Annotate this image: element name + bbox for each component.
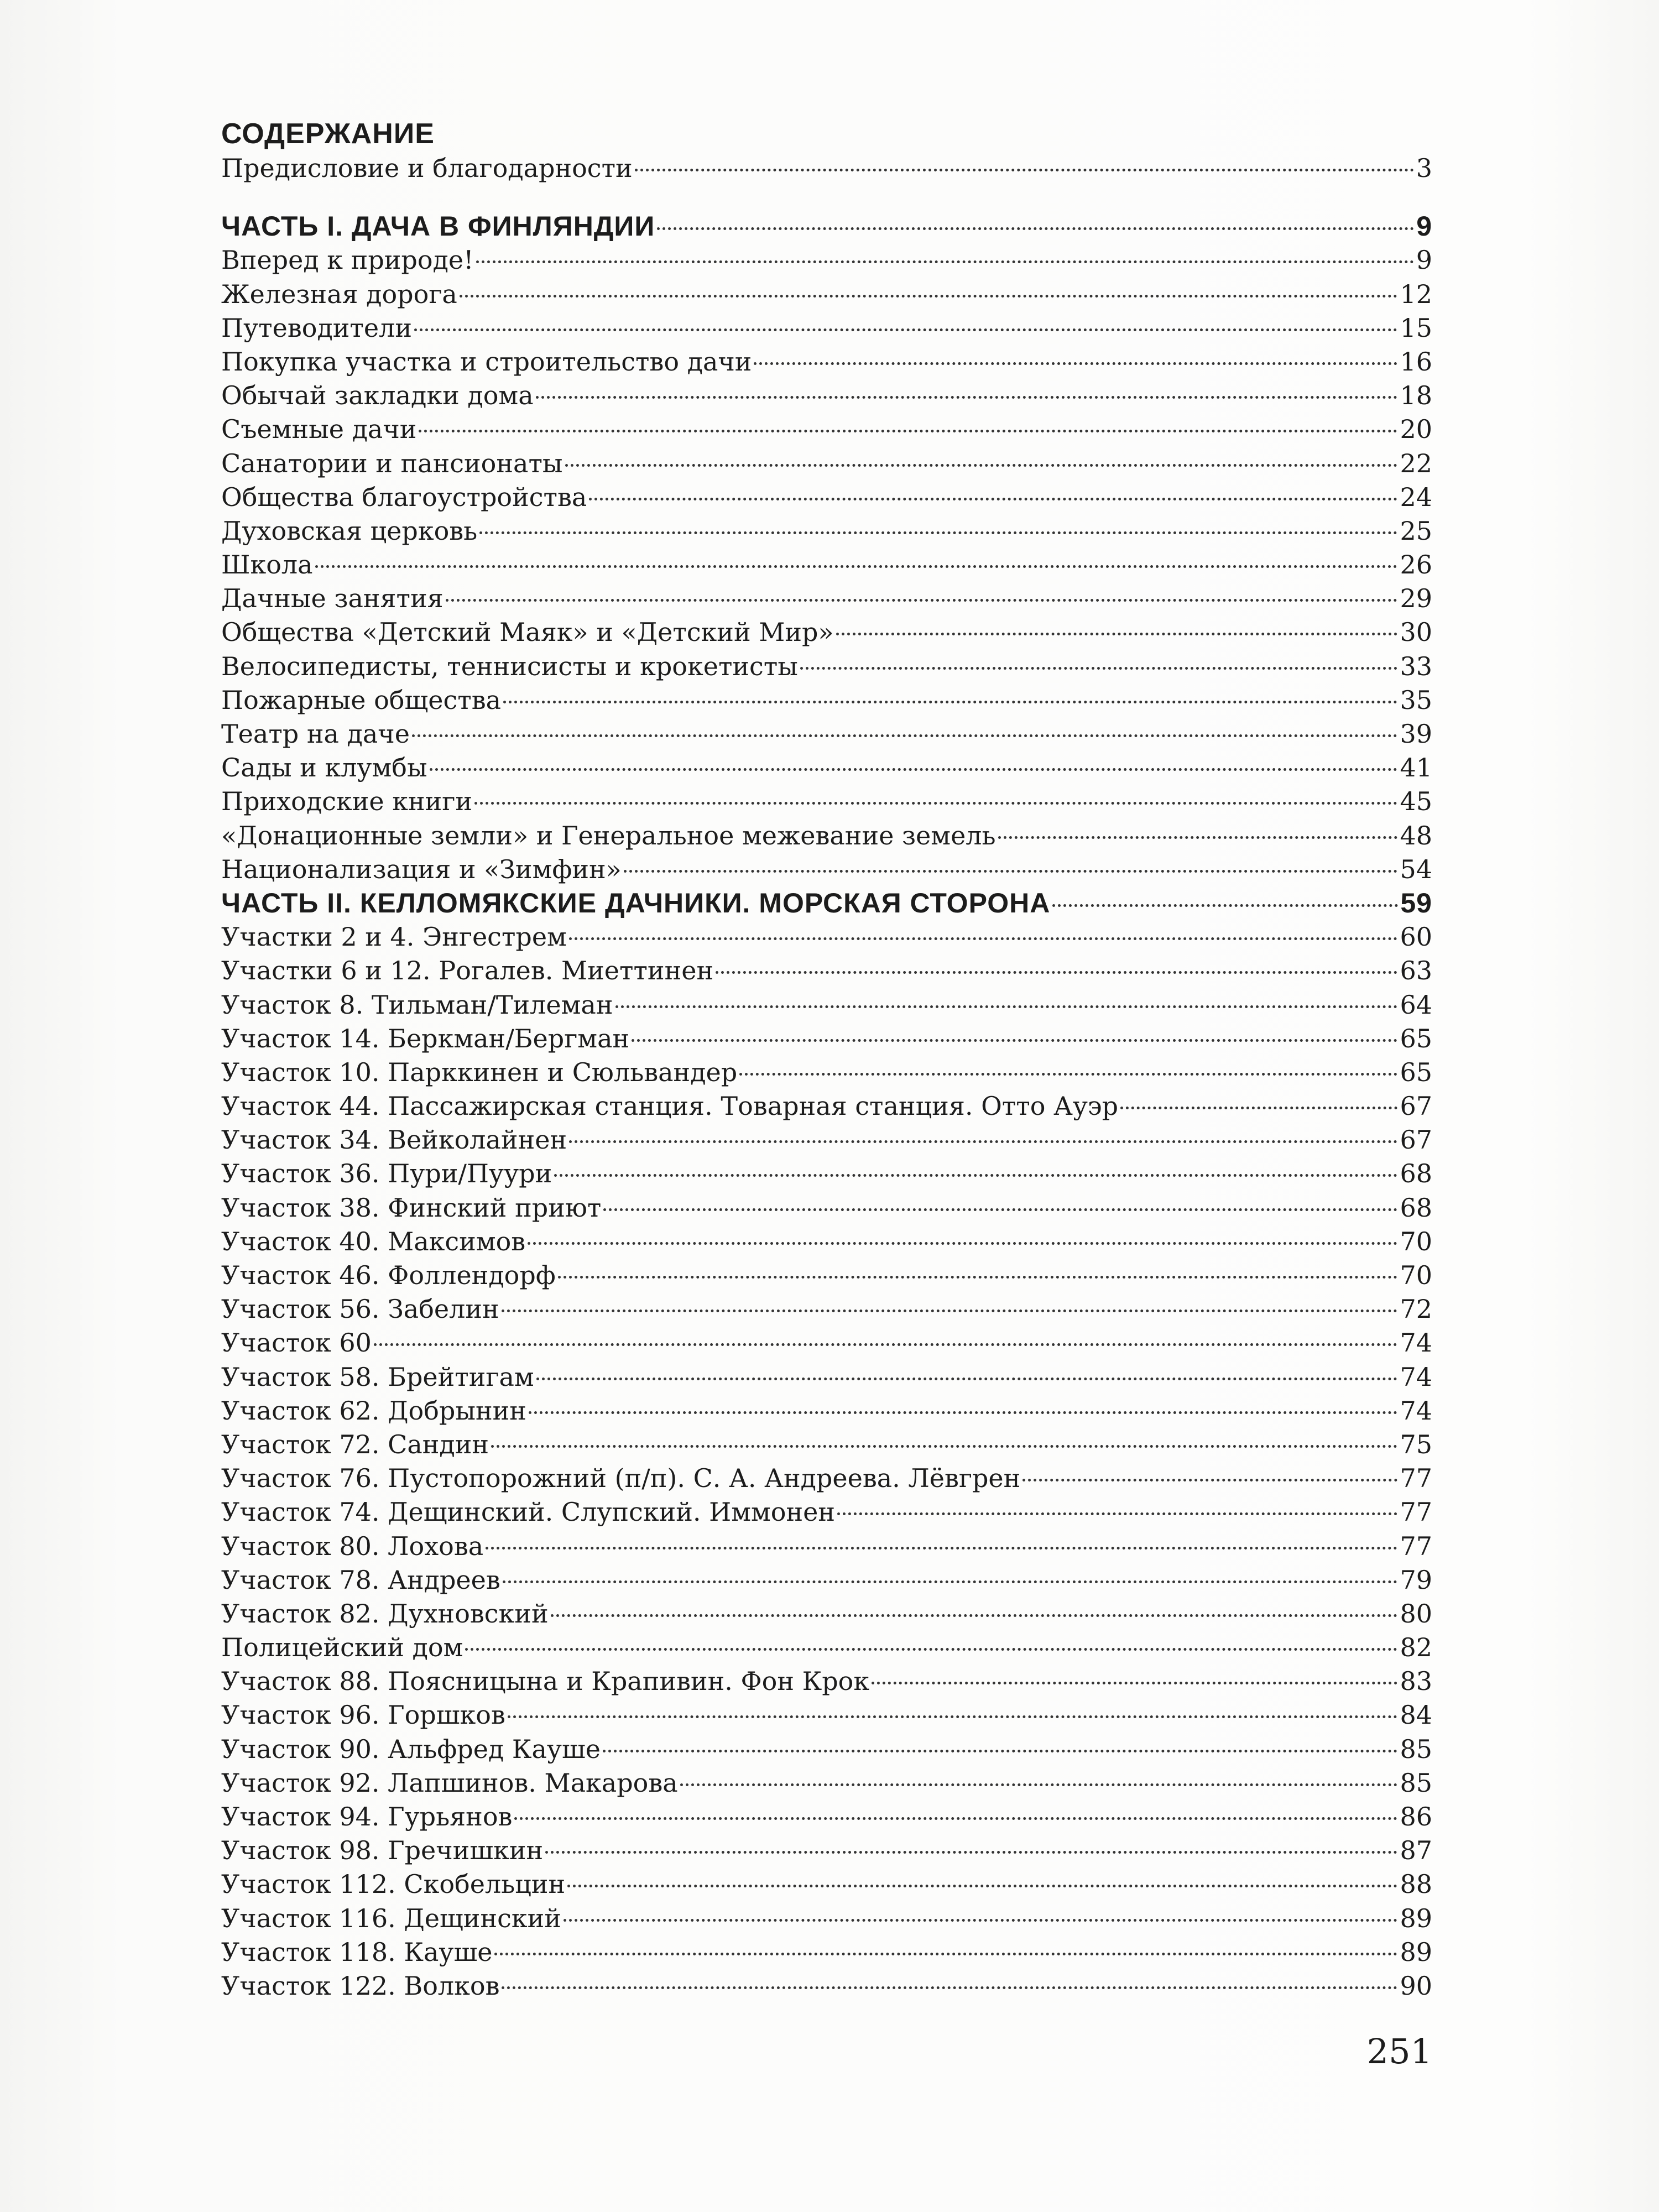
dot-leader — [603, 1750, 1398, 1752]
toc-entry-title: Участок 90. Альфред Кауше — [221, 1734, 601, 1764]
toc-entry-page: 89 — [1400, 1903, 1432, 1933]
dot-leader — [503, 701, 1397, 703]
dot-leader — [486, 1547, 1397, 1550]
toc-entry — [221, 1800, 1432, 1834]
toc-entry-page: 83 — [1400, 1666, 1432, 1697]
toc-entry-title: Участок 36. Пури/Пуури — [221, 1159, 552, 1189]
toc-part-heading — [221, 886, 1432, 920]
toc-entry — [221, 1157, 1432, 1191]
toc-entry-title: Школа — [221, 550, 313, 580]
toc-entry-title: Участок 60 — [221, 1328, 372, 1358]
toc-entry — [221, 1022, 1432, 1056]
toc-entry-page: 88 — [1400, 1869, 1432, 1900]
toc-entry-page: 77 — [1400, 1463, 1432, 1494]
toc-entry-title: Участок 46. Фоллендорф — [221, 1260, 556, 1290]
dot-leader — [569, 937, 1398, 940]
toc-entry-title: Участок 10. Парккинен и Сюльвандер — [221, 1057, 738, 1087]
toc-entry — [221, 1326, 1432, 1360]
toc-entry-page: 86 — [1400, 1802, 1432, 1832]
toc-entry-page: 15 — [1400, 312, 1432, 343]
toc-entry-page: 75 — [1400, 1429, 1432, 1459]
toc-entry-title: Участок 74. Дещинский. Слупский. Иммонен — [221, 1497, 836, 1527]
toc-entry-page: 26 — [1400, 550, 1432, 580]
toc-entry — [221, 379, 1432, 413]
toc-entry-title: Дачные занятия — [221, 583, 444, 614]
toc-entry-title: Железная дорога — [221, 279, 457, 309]
toc-entry-title: Участок 78. Андреев — [221, 1564, 500, 1595]
dot-leader — [1052, 904, 1398, 907]
toc-entry-page: 90 — [1400, 1970, 1432, 2001]
toc-entry-title: Полицейский дом — [221, 1632, 463, 1663]
toc-entry — [221, 1394, 1432, 1428]
toc-entry — [221, 1936, 1432, 1969]
toc-entry-page: 72 — [1400, 1294, 1432, 1324]
toc-entry-title: Духовская церковь — [221, 515, 478, 546]
toc-entry — [221, 345, 1432, 379]
toc-entry-title: ЧАСТЬ I. ДАЧА В ФИНЛЯНДИИ — [221, 211, 655, 242]
toc-entry-title: Участок 122. Волков — [221, 1970, 500, 2001]
toc-entry-page: 74 — [1400, 1395, 1432, 1426]
table-of-contents — [221, 116, 1432, 2003]
toc-entry-page: 25 — [1400, 515, 1432, 546]
toc-entry-title: Обычай закладки дома — [221, 380, 534, 411]
toc-entry-page: 41 — [1400, 753, 1432, 783]
dot-leader — [536, 396, 1398, 399]
toc-entry — [221, 1259, 1432, 1292]
dot-leader — [545, 1851, 1397, 1854]
dot-leader — [430, 768, 1398, 771]
dot-leader — [476, 260, 1414, 263]
dot-leader — [551, 1614, 1398, 1617]
toc-entry-title: Участок 80. Лохова — [221, 1531, 484, 1561]
toc-entry — [221, 853, 1432, 886]
toc-entry-title: Пожарные общества — [221, 685, 502, 715]
toc-entry-page: 20 — [1400, 414, 1432, 445]
toc-entry-title: Санатории и пансионаты — [221, 448, 563, 478]
dot-leader — [836, 633, 1398, 635]
dot-leader — [508, 1715, 1398, 1718]
dot-leader — [567, 1885, 1397, 1887]
toc-entry — [221, 1225, 1432, 1259]
dot-leader — [615, 1005, 1398, 1008]
dot-leader — [565, 464, 1398, 467]
toc-entry-page: 54 — [1400, 854, 1432, 884]
dot-leader — [657, 227, 1414, 230]
toc-entry — [221, 1597, 1432, 1631]
toc-entry — [221, 311, 1432, 345]
toc-entry-page: 35 — [1400, 685, 1432, 715]
dot-leader — [872, 1682, 1397, 1684]
toc-entry-page: 60 — [1400, 922, 1432, 952]
dot-leader — [528, 1242, 1397, 1245]
toc-entry-title: Участок 72. Сандин — [221, 1429, 489, 1459]
toc-entry-title: Театр на даче — [221, 719, 410, 749]
toc-entry — [221, 1089, 1432, 1123]
toc-entry-title: Участок 14. Беркман/Бергман — [221, 1023, 630, 1053]
dot-leader — [603, 1208, 1397, 1211]
dot-leader — [446, 599, 1398, 602]
toc-entry — [221, 1292, 1432, 1326]
dot-leader — [414, 328, 1397, 331]
toc-entry-title: Участок 76. Пустопорожний (п/п). С. А. Андреева. Лёвгрен — [221, 1463, 1021, 1494]
toc-entry-title: Участки 2 и 4. Энгестрем — [221, 922, 567, 952]
dot-leader — [569, 1140, 1397, 1143]
toc-entry — [221, 751, 1432, 785]
dot-leader — [998, 836, 1398, 839]
dot-leader — [315, 565, 1398, 568]
toc-entry-title: Участок 116. Дещинский — [221, 1903, 561, 1933]
dot-leader — [412, 734, 1398, 737]
toc-entry-page: 77 — [1400, 1531, 1432, 1561]
toc-entry-page: 24 — [1400, 482, 1432, 512]
toc-entry-page: 9 — [1416, 211, 1432, 242]
toc-entry-title: Участок 96. Горшков — [221, 1700, 505, 1730]
toc-entry — [221, 447, 1432, 481]
toc-entry-page: 12 — [1400, 279, 1432, 309]
toc-entry-title: Участок 40. Максимов — [221, 1226, 526, 1256]
toc-entry-page: 77 — [1400, 1497, 1432, 1527]
toc-entry-page: 64 — [1400, 989, 1432, 1020]
toc-entry-page: 63 — [1400, 956, 1432, 986]
dot-leader — [716, 971, 1397, 974]
toc-entry — [221, 413, 1432, 446]
toc-entry — [221, 615, 1432, 649]
toc-entry-page: 65 — [1400, 1057, 1432, 1087]
dot-leader — [800, 667, 1398, 670]
toc-entry — [221, 243, 1432, 277]
toc-entry — [221, 1698, 1432, 1732]
toc-entry-page: 85 — [1400, 1767, 1432, 1798]
toc-entry-page: 22 — [1400, 448, 1432, 478]
toc-entry-page: 65 — [1400, 1023, 1432, 1053]
toc-entry-page: 67 — [1400, 1125, 1432, 1155]
toc-entry-title: Покупка участка и строительство дачи — [221, 346, 752, 377]
toc-entry — [221, 1462, 1432, 1495]
dot-leader — [503, 1580, 1398, 1583]
toc-entry — [221, 582, 1432, 615]
toc-entry-title: Участок 62. Добрынин — [221, 1395, 526, 1426]
toc-entry-title: Велосипедисты, теннисисты и крокетисты — [221, 651, 798, 681]
toc-entry-title: Участок 94. Гурьянов — [221, 1802, 513, 1832]
dot-leader — [536, 1378, 1398, 1380]
toc-entry-title: ЧАСТЬ II. КЕЛЛОМЯКСКИЕ ДАЧНИКИ. МОРСКАЯ СТОРОНА — [221, 887, 1051, 919]
toc-entry-page: 48 — [1400, 820, 1432, 851]
dot-leader — [494, 1953, 1397, 1955]
toc-entry — [221, 1834, 1432, 1867]
toc-entry-title: Общества благоустройства — [221, 482, 587, 512]
dot-leader — [589, 498, 1397, 500]
dot-leader — [558, 1276, 1398, 1279]
dot-leader — [374, 1343, 1398, 1346]
toc-entry-page: 18 — [1400, 380, 1432, 411]
toc-entry — [221, 988, 1432, 1022]
toc-entry — [221, 1563, 1432, 1597]
page-number: 251 — [1366, 2031, 1432, 2072]
dot-leader — [624, 870, 1398, 873]
dot-leader — [479, 531, 1397, 534]
toc-entry-page: 70 — [1400, 1226, 1432, 1256]
toc-entry — [221, 1733, 1432, 1766]
toc-entry-page: 89 — [1400, 1937, 1432, 1967]
toc-entry — [221, 650, 1432, 684]
toc-entry-title: Участок 38. Финский приют — [221, 1192, 602, 1223]
dot-leader — [564, 1919, 1398, 1922]
dot-leader — [465, 1648, 1397, 1651]
toc-entry — [221, 819, 1432, 853]
toc-entry-page: 67 — [1400, 1091, 1432, 1121]
dot-leader — [554, 1174, 1397, 1177]
toc-entry — [221, 920, 1432, 954]
toc-part-heading — [221, 210, 1432, 243]
toc-entry-page: 84 — [1400, 1700, 1432, 1730]
toc-entry — [221, 481, 1432, 514]
dot-leader — [739, 1073, 1397, 1076]
toc-entry — [221, 1631, 1432, 1665]
toc-entry-title: Участок 112. Скобельцин — [221, 1869, 566, 1900]
toc-entry-title: Участок 34. Вейколайнен — [221, 1125, 567, 1155]
toc-entry-page: 74 — [1400, 1328, 1432, 1358]
toc-entry — [221, 1056, 1432, 1089]
toc-entry-title: Съемные дачи — [221, 414, 417, 445]
toc-entry-title: Приходские книги — [221, 786, 473, 817]
toc-entry-page: 68 — [1400, 1159, 1432, 1189]
toc-entry-title: Вперед к природе! — [221, 245, 474, 275]
toc-entry-title: Сады и клумбы — [221, 753, 427, 783]
toc-entry-title: Участки 6 и 12. Рогалев. Миеттинен — [221, 956, 714, 986]
toc-entry — [221, 1123, 1432, 1157]
dot-leader — [502, 1986, 1397, 1989]
toc-list — [221, 152, 1432, 2003]
toc-entry-title: Участок 58. Брейтигам — [221, 1361, 534, 1392]
toc-entry-page: 33 — [1400, 651, 1432, 681]
dot-leader — [1120, 1107, 1397, 1109]
toc-entry — [221, 684, 1432, 717]
toc-entry-title: Участок 88. Поясницына и Крапивин. Фон Крок — [221, 1666, 870, 1697]
toc-entry-page: 29 — [1400, 583, 1432, 614]
toc-entry — [221, 1191, 1432, 1225]
toc-entry — [221, 1969, 1432, 2003]
dot-leader — [754, 362, 1397, 365]
dot-leader — [491, 1445, 1397, 1448]
toc-entry — [221, 717, 1432, 751]
toc-entry — [221, 1867, 1432, 1901]
toc-entry-page: 79 — [1400, 1564, 1432, 1595]
toc-entry-title: Участок 56. Забелин — [221, 1294, 499, 1324]
toc-entry — [221, 785, 1432, 818]
dot-leader — [680, 1783, 1398, 1786]
dot-leader — [1022, 1479, 1397, 1481]
toc-entry-title: Национализация и «Зимфин» — [221, 854, 622, 884]
toc-entry — [221, 548, 1432, 582]
dot-leader — [474, 802, 1397, 805]
toc-entry-page: 80 — [1400, 1598, 1432, 1629]
toc-entry — [221, 1902, 1432, 1936]
toc-entry-title: Участок 92. Лапшинов. Макарова — [221, 1767, 678, 1798]
dot-leader — [460, 295, 1398, 298]
toc-entry — [221, 1428, 1432, 1462]
toc-entry-page: 85 — [1400, 1734, 1432, 1764]
toc-heading: СОДЕРЖАНИЕ — [221, 118, 435, 150]
dot-leader — [529, 1411, 1397, 1414]
toc-entry — [221, 514, 1432, 548]
toc-entry-page: 45 — [1400, 786, 1432, 817]
toc-entry — [221, 1495, 1432, 1529]
toc-entry — [221, 1766, 1432, 1800]
toc-entry-page: 3 — [1416, 153, 1432, 183]
toc-entry — [221, 1530, 1432, 1563]
toc-entry-title: Участок 98. Гречишкин — [221, 1835, 544, 1866]
toc-entry-title: Участок 118. Кауше — [221, 1937, 493, 1967]
dot-leader — [502, 1310, 1398, 1312]
toc-entry-title: Участок 82. Духновский — [221, 1598, 549, 1629]
toc-entry-title: Предисловие и благодарности — [221, 153, 633, 183]
toc-entry — [221, 1665, 1432, 1698]
toc-entry-page: 39 — [1400, 719, 1432, 749]
dot-leader — [635, 169, 1414, 171]
toc-entry — [221, 278, 1432, 311]
dot-leader — [837, 1512, 1397, 1515]
dot-leader — [419, 430, 1397, 432]
toc-entry-title: Участок 8. Тильман/Тилеман — [221, 989, 613, 1020]
toc-entry-page: 74 — [1400, 1361, 1432, 1392]
toc-entry-page: 9 — [1416, 245, 1432, 275]
toc-entry-title: Общества «Детский Маяк» и «Детский Мир» — [221, 617, 834, 648]
toc-entry-page: 59 — [1400, 887, 1432, 919]
toc-entry-title: Участок 44. Пассажирская станция. Товарная станция. Отто Ауэр — [221, 1091, 1119, 1121]
dot-leader — [514, 1817, 1397, 1820]
toc-entry — [221, 1360, 1432, 1394]
toc-entry-page: 16 — [1400, 346, 1432, 377]
toc-entry-page: 70 — [1400, 1260, 1432, 1290]
toc-entry-title: Путеводители — [221, 312, 412, 343]
toc-entry-title: «Донационные земли» и Генеральное межевание земель — [221, 820, 996, 851]
toc-entry-page: 68 — [1400, 1192, 1432, 1223]
dot-leader — [632, 1039, 1397, 1042]
toc-entry — [221, 954, 1432, 988]
toc-entry-page: 87 — [1400, 1835, 1432, 1866]
toc-entry-page: 82 — [1400, 1632, 1432, 1663]
toc-entry — [221, 152, 1432, 185]
toc-entry-page: 30 — [1400, 617, 1432, 648]
